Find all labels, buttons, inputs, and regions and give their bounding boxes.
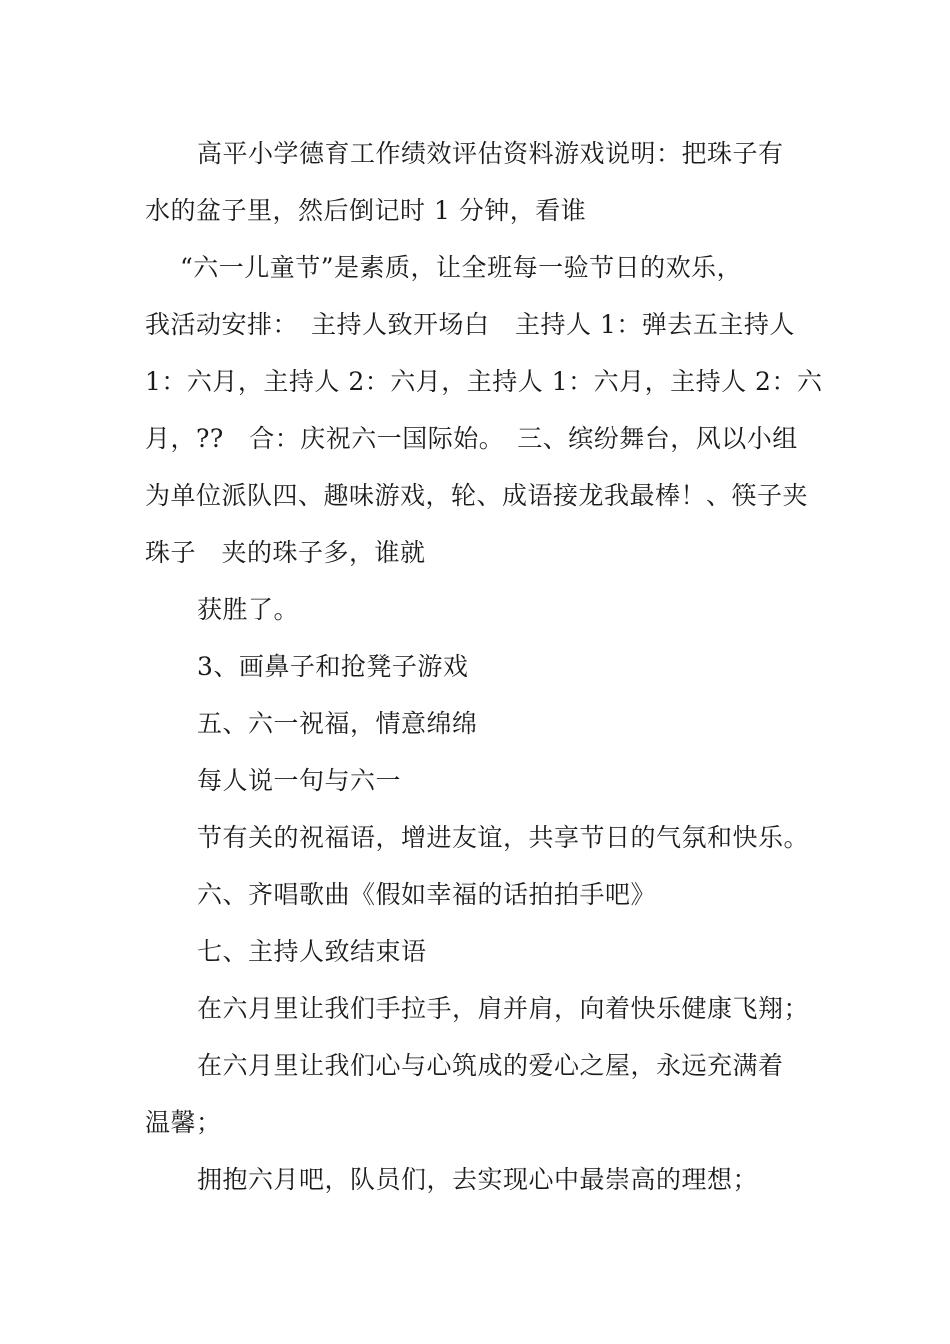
paragraph-line: 七、主持人致结束语 [197, 937, 427, 966]
paragraph-line: 月，?? 合：庆祝六一国际始。 三、缤纷舞台，风以小组 [145, 424, 798, 453]
paragraph-line: 水的盆子里，然后倒记时 1 分钟，看谁 [145, 196, 587, 225]
paragraph-line: 拥抱六月吧，队员们，去实现心中最崇高的理想； [197, 1165, 759, 1194]
paragraph-line: 六、齐唱歌曲《假如幸福的话拍拍手吧》 [197, 880, 657, 909]
paragraph-line: 我活动安排： 主持人致开场白 主持人 1：弹去五主持人 [145, 310, 795, 339]
paragraph-line: 在六月里让我们心与心筑成的爱心之屋，永远充满着 [197, 1051, 784, 1080]
paragraph-line: 在六月里让我们手拉手，肩并肩，向着快乐健康飞翔； [197, 994, 810, 1023]
paragraph-line: 高平小学德育工作绩效评估资料游戏说明：把珠子有 [197, 139, 784, 168]
paragraph-line: 五、六一祝福，情意绵绵 [197, 709, 478, 738]
paragraph-line: 获胜了。 [197, 595, 300, 624]
paragraph-line: 3、画鼻子和抢凳子游戏 [197, 652, 469, 681]
paragraph-line: 1：六月，主持人 2：六月，主持人 1：六月，主持人 2：六 [145, 367, 823, 396]
paragraph-line: 每人说一句与六一 [197, 766, 402, 795]
paragraph-line: “六一儿童节”是素质，让全班每一验节日的欢乐， [180, 253, 743, 282]
paragraph-line: 节有关的祝福语，增进友谊，共享节日的气氛和快乐。 [197, 823, 810, 852]
paragraph-line: 珠子 夹的珠子多，谁就 [145, 538, 426, 567]
paragraph-line: 为单位派队四、趣味游戏，轮、成语接龙我最棒！、筷子夹 [145, 481, 809, 510]
paragraph-line: 温馨； [145, 1108, 222, 1137]
